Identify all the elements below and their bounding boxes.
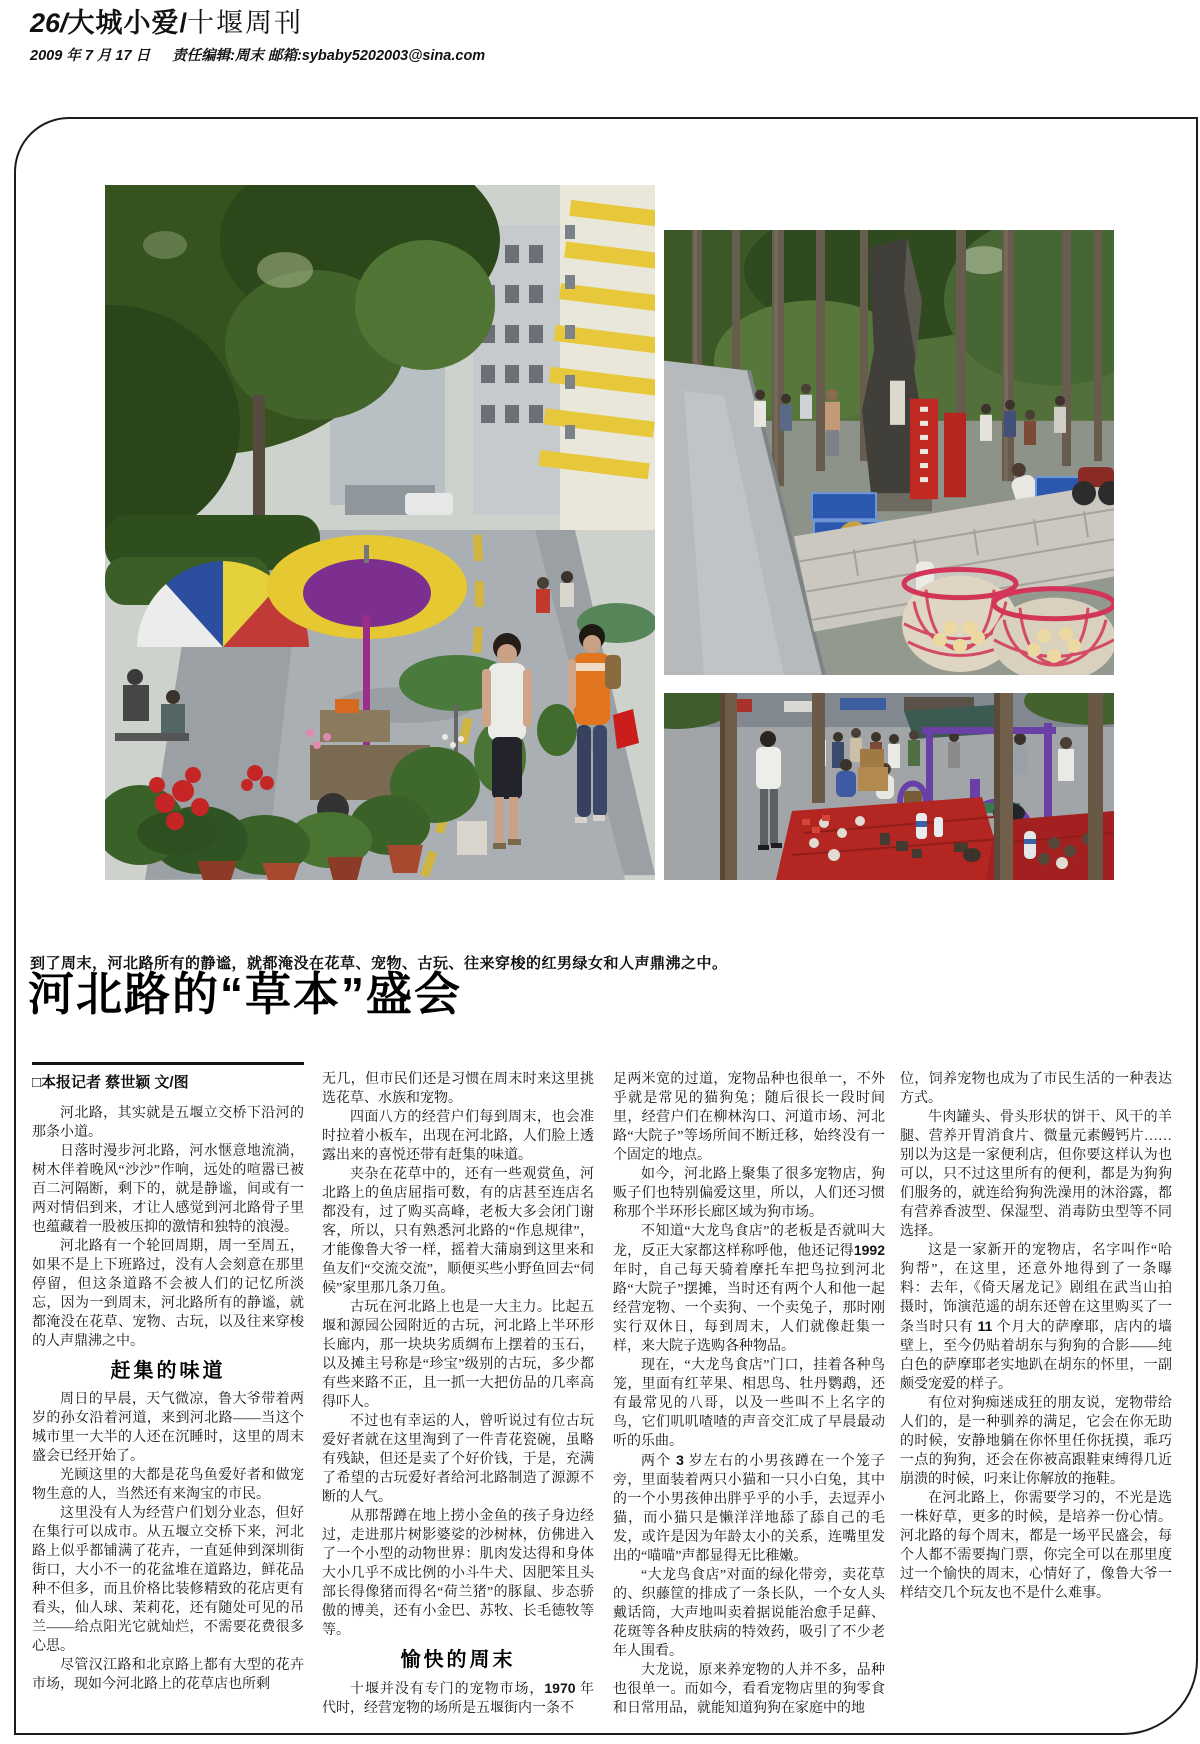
article-paragraph: 夹杂在花草中的，还有一些观赏鱼，河北路上的鱼店屈指可数，有的店甚至连店名都没有，过了购买高峰，老板大多会闭门谢客，所以，只有熟悉河北路的“作息规律”，才能像鲁大爷一样，摇着大蒲扇到这里来和鱼友们“交流交流”，顺便买些小野鱼回去“伺候”家里那几条刀鱼。 <box>322 1167 594 1296</box>
article-paragraph: 不知道“大龙鸟食店”的老板是否就叫大龙，反正大家都这样称呼他，他还记得1992 年时，自己每天骑着摩托车把鸟拉到河北路“大院子”摆摊，当时还有两个人和他一起经营宠物、一个卖狗、一个卖兔子，那时刚实行双休日，每到周末，人们就像赶集一样，来大院子选购各种物品。 <box>613 1224 885 1354</box>
article-paragraph: 现在，“大龙鸟食店”门口，挂着各种鸟笼，里面有红苹果、相思鸟、牡丹鹦鹉，还有最常见的八哥，以及一些叫不上名字的鸟，它们叽叽喳喳的声音交汇成了早晨最动听的乐曲。 <box>613 1358 885 1449</box>
article-paragraph: 如今，河北路上聚集了很多宠物店，狗贩子们也特别偏爱这里，所以，人们还习惯称那个半环形长廊区域为狗市场。 <box>613 1167 885 1220</box>
photo-riverside-market <box>664 230 1114 675</box>
photo-flower-street-market <box>105 185 655 880</box>
article-column-4 <box>900 1070 1172 1722</box>
article-column-2 <box>322 1070 594 1722</box>
article-paragraph: 足两米宽的过道，宠物品种也很单一，不外乎就是常见的猫狗兔；随后很长一段时间里，经营户们在柳林沟口、河道市场、河北路“大院子”等场所间不断迁移，始终没有一个固定的地点。 <box>613 1072 885 1163</box>
article-paragraph: 牛肉罐头、骨头形状的饼干、风干的羊腿、营养开胃消食片、微量元素鳗钙片……别以为这是一家便利店，但你要这样认为也可以，只不过这里所有的便利，都是为狗狗们服务的，就连给狗狗洗澡用的沐浴露，都有营养香波型、保湿型、消毒防虫型等不同选择。 <box>900 1110 1172 1239</box>
article-paragraph: 光顾这里的大都是花鸟鱼爱好者和做宠物生意的人，当然还有来淘宝的市民。 <box>32 1468 304 1502</box>
article-column-3 <box>613 1070 885 1722</box>
article-paragraph: 河北路有一个轮回周期，周一至周五，如果不是上下班路过，没有人会刻意在那里停留，但这条道路不会被人们的记忆所淡忘，因为一到周末，河北路所有的静谧，就都淹没在花草、宠物、古玩，以及往来穿梭的人声鼎沸之中。 <box>32 1239 304 1349</box>
article-paragraph: 这里没有人为经营户们划分业态，但好在集行可以成市。从五堰立交桥下来，河北路上似乎都铺满了花卉，一直延伸到深圳街街口，大小不一的花盆堆在道路边，鲜花品种不但多，而且价格比装修精致的花店更有看头，仙人球、茉莉花，还有随处可见的吊兰——给点阳光它就灿烂，不需要花费很多心思。 <box>32 1506 304 1654</box>
section-title: 大城小爱 <box>67 8 180 38</box>
article-kicker: 到了周末，河北路所有的静谧，就都淹没在花草、宠物、古玩、往来穿梭的红男绿女和人声鼎沸之中。 <box>30 955 728 972</box>
article-paragraph: 古玩在河北路上也是一大主力。比起五堰和源园公园附近的古玩，河北路上半环形长廊内，那一块块劣质绸布上摆着的玉石，以及摊主号称是“珍宝”级别的古玩，多少都有些来路不正，且一抓一大把仿品的几率高得吓人。 <box>322 1300 594 1410</box>
photo-antique-stalls <box>664 693 1114 880</box>
article-paragraph: 有位对狗痴迷成狂的朋友说，宠物带给人们的，是一种驯养的满足，它会在你无助的时候，安静地躺在你怀里任你抚摸，乖巧一点的狗狗，还会在你被高跟鞋束缚得几近崩溃的时候，叼来让你解放的拖鞋。 <box>900 1396 1172 1487</box>
publication-name: 十堰周刊 <box>187 8 304 38</box>
article-paragraph: 大龙说，原来养宠物的人并不多，品种也很单一。而如今，看看宠物店里的狗零食和日常用品，就能知道狗狗在家庭中的地 <box>613 1663 885 1716</box>
article-paragraph: 在河北路上，你需要学习的，不光是选一株好草，更多的时候，是培养一份心情。河北路的每个周末，都是一场平民盛会，每个人都不需要掏门票，你完全可以在那里度过一个愉快的周末，心情好了，像鲁大爷一样结交几个玩友也不是什么难事。 <box>900 1491 1172 1601</box>
article-paragraph: 日落时漫步河北路，河水惬意地流淌，树木伴着晚风“沙沙”作响，远处的喧嚣已被百二河隔断，剩下的，就是静谧，间或有一两对情侣到来，才让人感觉到河北路骨子里也蕴藏着一股被压抑的激情和独特的浪漫。 <box>32 1144 304 1235</box>
article-paragraph: 不过也有幸运的人，曾听说过有位古玩爱好者就在这里淘到了一件青花瓷碗，虽略有残缺，但还是卖了个好价钱，于是，充满了希望的古玩爱好者给河北路制造了源源不断的人气。 <box>322 1414 594 1505</box>
byline-rule <box>32 1062 304 1065</box>
article-headline: 河北路的“草本”盛会 <box>28 968 462 1020</box>
masthead-separator: / <box>179 8 188 38</box>
masthead-date-line <box>30 44 485 65</box>
article-paragraph: 十堰并没有专门的宠物市场，1970 年代时，经营宠物的场所是五堰街内一条不 <box>322 1680 594 1716</box>
article-paragraph: “大龙鸟食店”对面的绿化带旁，卖花草的、织藤筐的排成了一条长队，一个女人头戴话筒，大声地叫卖着据说能治愈手足藓、花斑等各种皮肤病的特效药，吸引了不少老年人围看。 <box>613 1568 885 1659</box>
issue-date: 2009 年 7 月 17 日 <box>30 48 151 64</box>
article-paragraph: 无几，但市民们还是习惯在周末时来这里挑选花草、水族和宠物。 <box>322 1072 594 1106</box>
editor-contact: 责任编辑:周末 邮箱:sybaby5202003@sina.com <box>172 48 486 64</box>
article-paragraph: 尽管汉江路和北京路上都有大型的花卉市场，现如今河北路上的花草店也所剩 <box>32 1658 304 1692</box>
masthead <box>30 8 485 65</box>
column-subhead: 赶集的味道 <box>110 1360 226 1382</box>
article-paragraph: 四面八方的经营户们每到周末，也会准时拉着小板车，出现在河北路，人们脸上透露出来的喜悦还带有赶集的味道。 <box>322 1110 594 1163</box>
article-paragraph: 这是一家新开的宠物店，名字叫作“哈狗帮”，在这里，还意外地得到了一条曝料：去年，《倚天屠龙记》剧组在武当山拍摄时，饰演范遥的胡东还曾在这里购买了一条当时只有 11 个月大的萨摩耶，店内的墙壁上，至今仍贴着胡东与狗狗的合影——纯白色的萨摩耶老实地趴在胡东的怀里，一副颇受宠爱的样子。 <box>900 1243 1172 1392</box>
article-paragraph: 两个 3 岁左右的小男孩蹲在一个笼子旁，里面装着两只小猫和一只小白兔，其中的一个小男孩伸出胖乎乎的小手，去逗弄小猫，而小猫只是懒洋洋地舔了舔自己的毛发，或许是因为年龄太小的关系，连嘴里发出的“喵喵”声都显得无比稚嫩。 <box>613 1452 885 1564</box>
article-paragraph: 位，饲养宠物也成为了市民生活的一种表达方式。 <box>900 1072 1172 1106</box>
article-paragraph: 河北路，其实就是五堰立交桥下沿河的那条小道。 <box>32 1106 304 1140</box>
article-paragraph: 从那帮蹲在地上捞小金鱼的孩子身边经过，走进那片树影婆娑的沙树林，仿佛进入了一个小型的动物世界：肌肉发达得和身体大小几乎不成比例的小斗牛犬、因肥笨且头部长得像猪而得名“荷兰猪”的豚鼠、步态骄傲的博美，还有小金巴、苏牧、长毛德牧等等。 <box>322 1509 594 1638</box>
article-paragraph: 周日的早晨，天气微凉，鲁大爷带着两岁的孙女沿着河道，来到河北路——当这个城市里一大半的人还在沉睡时，这里的周末盛会已经开始了。 <box>32 1392 304 1464</box>
masthead-title-line <box>30 8 485 38</box>
page-number: 26/ <box>30 8 68 38</box>
article-column-1 <box>32 1104 304 1709</box>
article-byline: □本报记者 蔡世颖 文/图 <box>32 1074 189 1091</box>
column-subhead: 愉快的周末 <box>400 1649 516 1671</box>
